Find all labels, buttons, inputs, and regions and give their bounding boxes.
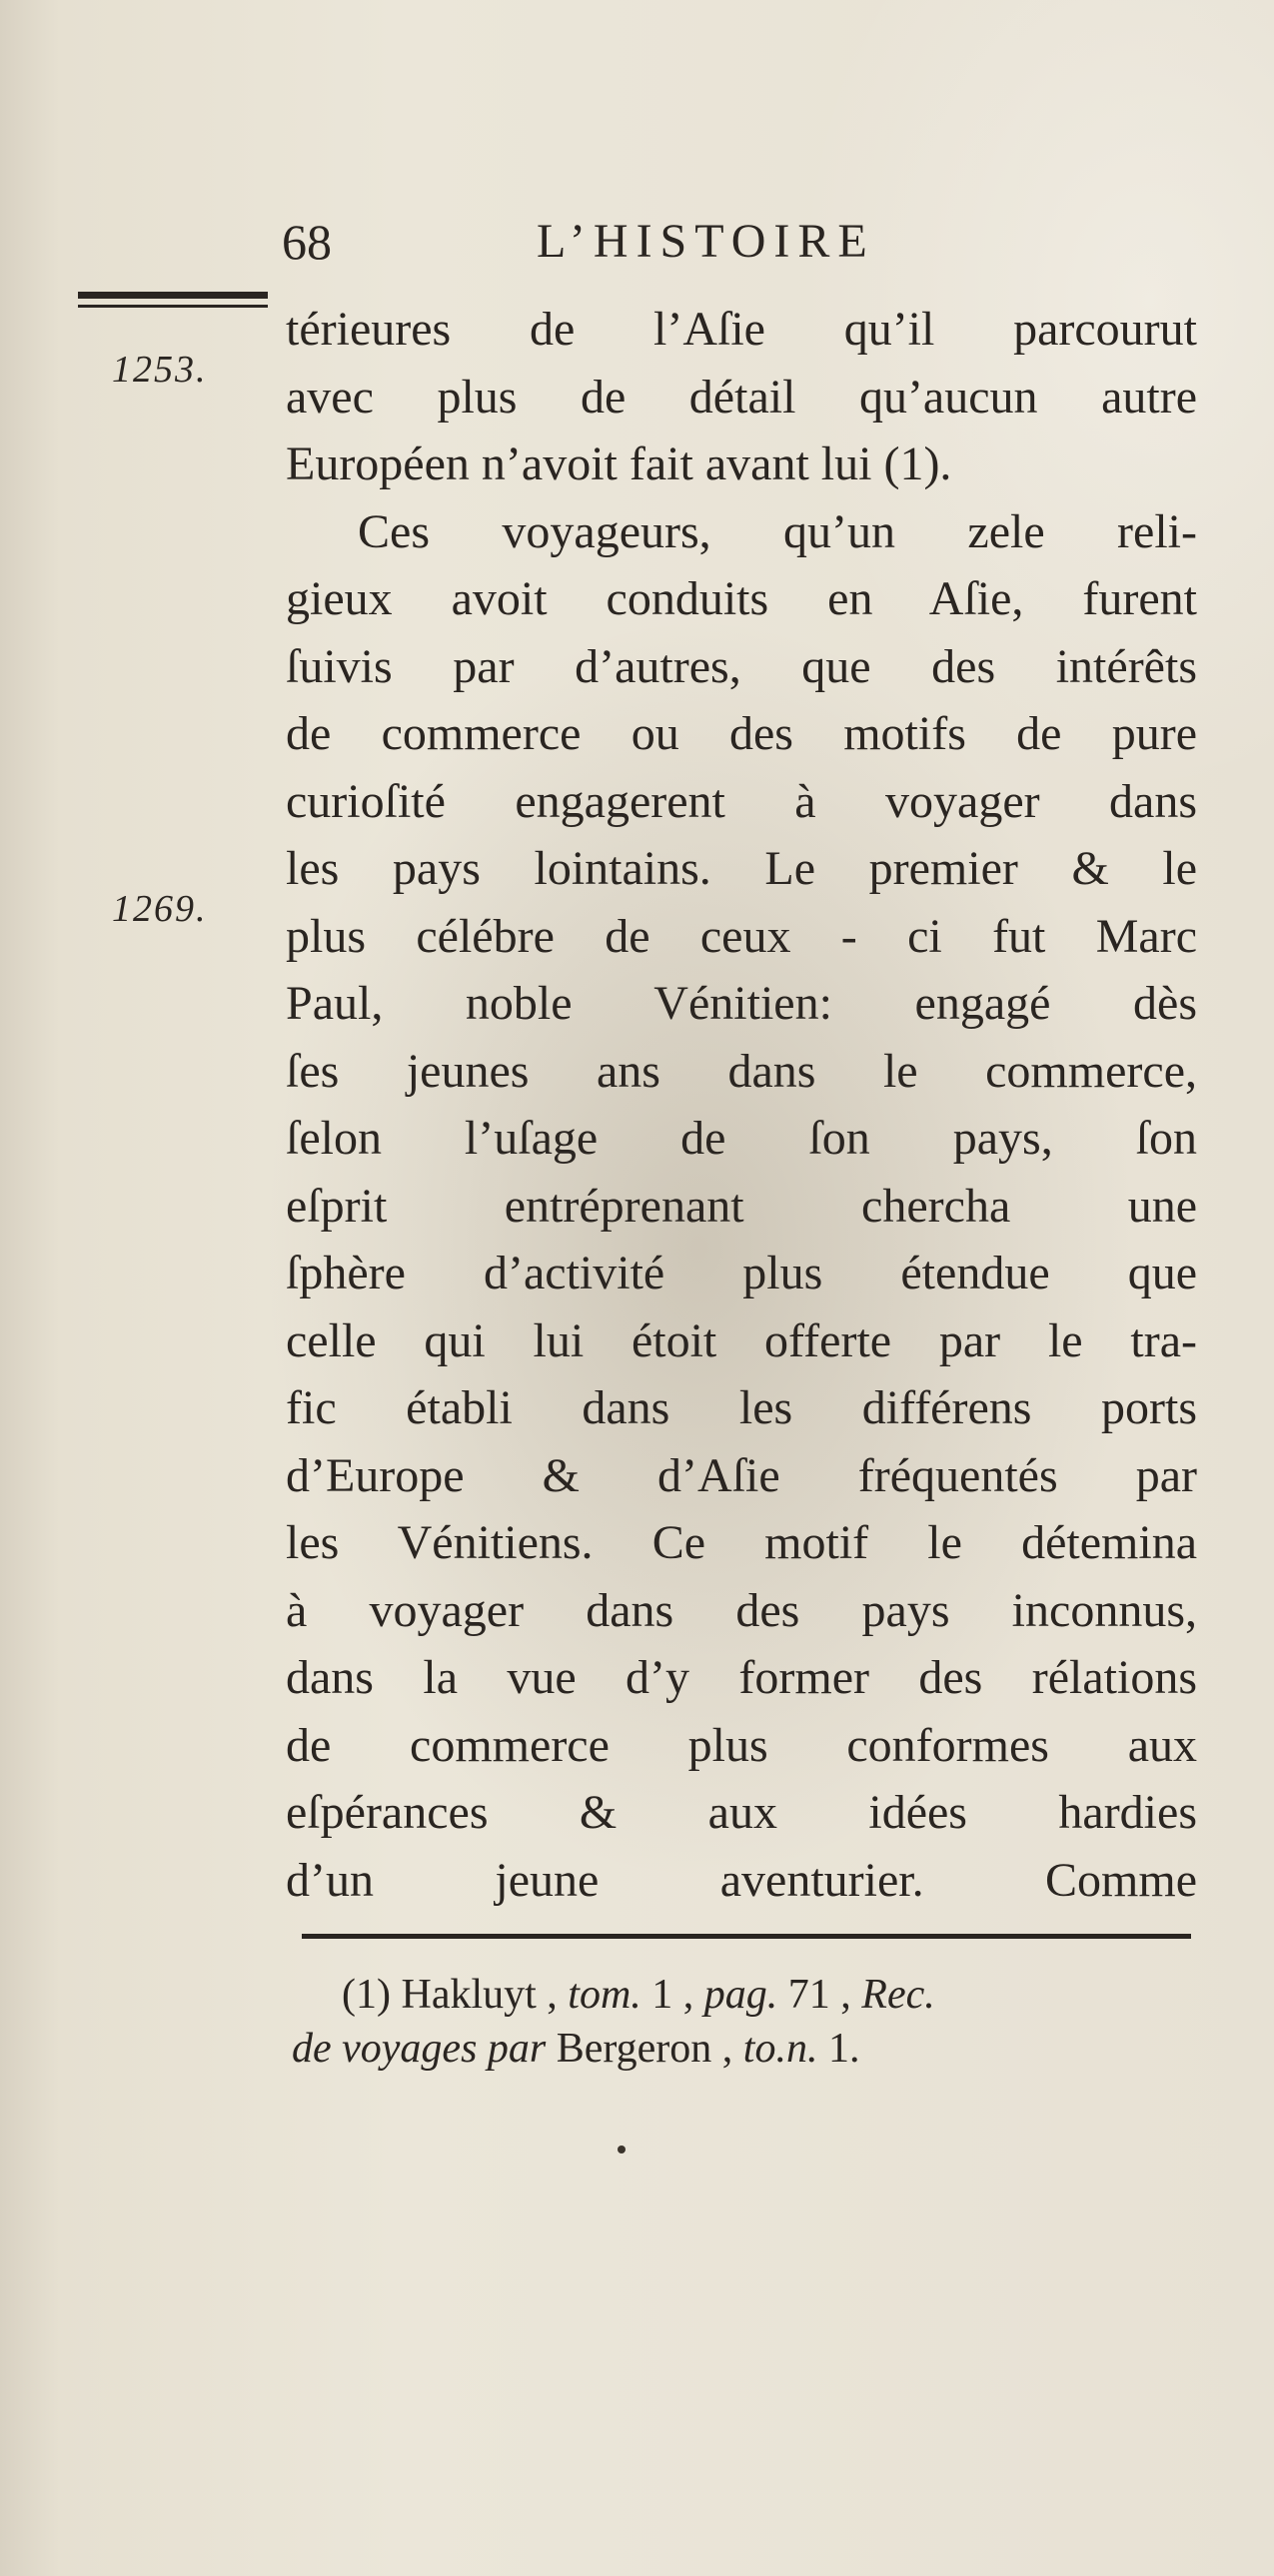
text-line: les Vénitiens. Ce motif le détemina [286, 1516, 1197, 1569]
footnote-tom-value: 1 [651, 1972, 673, 2018]
running-head: L’HISTOIRE [537, 215, 875, 268]
text-line: Ces voyageurs, qu’un zele reli- [358, 504, 1197, 558]
footnote-marker: (1) [342, 1972, 391, 2018]
margin-date-1269: 1269. [112, 888, 208, 930]
text-line: Paul, noble Vénitien: engagé dès [286, 977, 1197, 1030]
text-line: ſphère d’activité plus étendue que [286, 1247, 1197, 1299]
text-line: de commerce ou des motifs de pure [286, 707, 1197, 760]
footnote-author: Hakluyt [401, 1972, 537, 2018]
text-line: d’un jeune aventurier. Comme [286, 1853, 1197, 1907]
text-line: ſuivis par d’autres, que des intérêts [286, 639, 1197, 693]
text-line: curioſité engagerent à voyager dans [286, 774, 1197, 828]
footnote-rule [302, 1934, 1191, 1939]
text-line: eſprit entréprenant chercha une [286, 1179, 1197, 1233]
text-line: avec plus de détail qu’aucun autre [286, 370, 1197, 424]
body-text [286, 296, 1197, 1914]
text-line: Européen n’avoit fait avant lui (1). [286, 437, 952, 490]
footnote-tom-label: tom. [568, 1972, 641, 2018]
text-line: fic établi dans les différens ports [286, 1381, 1197, 1434]
text-line: celle qui lui étoit offerte par le tra- [286, 1313, 1197, 1367]
footnote-pag-label: pag. [703, 1972, 778, 2018]
text-line: térieures de l’Aſie qu’il parcourut [286, 303, 1197, 356]
page-number: 68 [282, 214, 332, 270]
marginal-rule-thick [78, 292, 268, 299]
text-line: gieux avoit conduits en Aſie, furent [286, 572, 1197, 625]
marginal-rule-thin [78, 305, 268, 308]
text-line: ſes jeunes ans dans le commerce, [286, 1044, 1197, 1098]
footnote-line-1: (1) Hakluyt , tom. 1 , pag. 71 , Rec. [342, 1972, 935, 2018]
text-line: de commerce plus conformes aux [286, 1718, 1197, 1772]
text-line: ſelon l’uſage de ſon pays, ſon [286, 1112, 1197, 1165]
footnote-rec-label: Rec. [861, 1972, 935, 2018]
footnote-editor: Bergeron [556, 2026, 712, 2072]
text-line: d’Europe & d’Aſie fréquentés par [286, 1448, 1197, 1502]
text-line: eſpérances & aux idées hardies [286, 1786, 1197, 1839]
footnote-tom2-value: 1. [827, 2026, 860, 2072]
text-line: les pays lointains. Le premier & le [286, 842, 1197, 895]
footnote-pag-value: 71 [787, 1972, 830, 2018]
ink-speck [618, 2146, 626, 2153]
margin-date-1253: 1253. [112, 349, 208, 391]
text-line: dans la vue d’y former des rélations [286, 1651, 1197, 1704]
text-line: à voyager dans des pays inconnus, [286, 1583, 1197, 1637]
footnote-source: de voyages par [292, 2026, 547, 2072]
footnote-line-2: de voyages par Bergeron , to.n. 1. [292, 2026, 860, 2072]
text-line: plus célébre de ceux - ci fut Marc [286, 909, 1197, 963]
page-header [282, 212, 1211, 282]
footnote [292, 1968, 1191, 2076]
footnote-tom2-label: to.n. [742, 2026, 818, 2072]
